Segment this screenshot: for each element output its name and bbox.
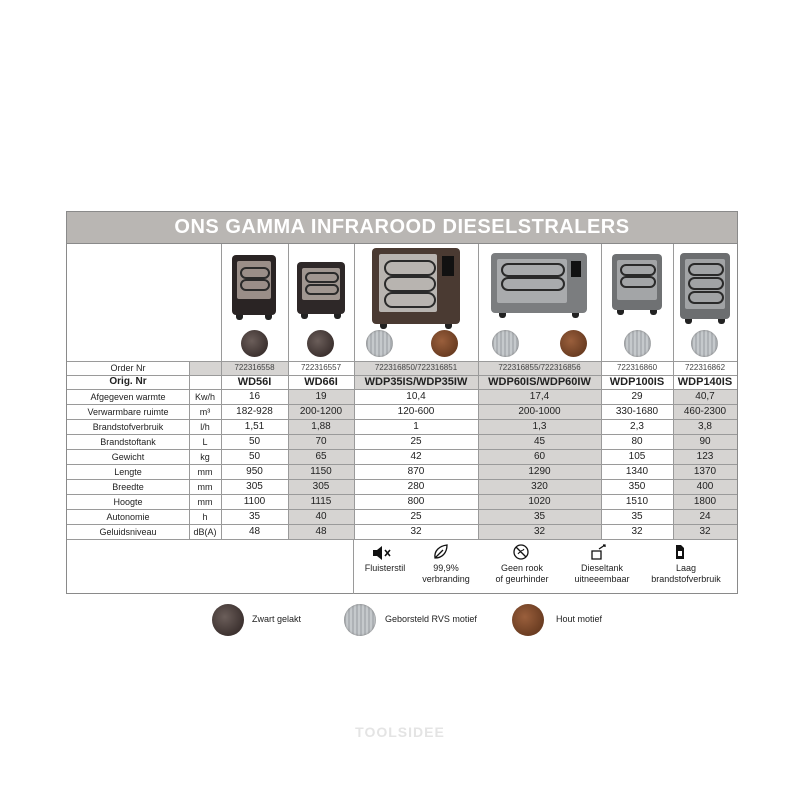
spec-label: Autonomie [106, 511, 150, 522]
spec-value: 25 [410, 510, 422, 522]
spec-unit: L [202, 436, 208, 447]
model-name: WD66I [304, 376, 338, 388]
spec-value: 350 [628, 480, 646, 492]
grid-line [67, 539, 737, 540]
finish-swatch-steel [691, 330, 718, 357]
spec-value: 1,3 [532, 420, 547, 432]
speaker-muted-icon [371, 544, 393, 562]
spec-value: 400 [696, 480, 714, 492]
spec-unit: mm [197, 496, 213, 507]
spec-value: 800 [407, 495, 425, 507]
spec-value: 182-928 [236, 405, 273, 417]
model-name: WDP60IS/WDP60IW [488, 376, 591, 388]
spec-label: Gewicht [111, 451, 145, 462]
spec-value: 1020 [528, 495, 551, 507]
model-name: WDP100IS [609, 376, 665, 388]
spec-label: Verwarmbare ruimte [87, 406, 169, 417]
feature-label-removable-tank: Dieseltank uitneeembaar [574, 563, 630, 584]
finish-swatch-wood [560, 330, 587, 357]
grid-line [353, 539, 354, 594]
model-name: WD56I [237, 376, 272, 388]
spec-value: 35 [631, 510, 643, 522]
spec-value: 305 [312, 480, 330, 492]
spec-value: 29 [631, 390, 643, 402]
spec-value: 2,3 [630, 420, 644, 432]
heater-image-wdp140 [680, 253, 730, 319]
spec-value: 1800 [693, 495, 717, 507]
spec-unit: mm [197, 466, 213, 477]
heater-image-wd56i [232, 255, 276, 315]
heater-image-wdp60 [491, 253, 587, 313]
legend-label-steel: Geborsteld RVS motief [385, 614, 477, 624]
spec-label: Breedte [112, 481, 144, 492]
spec-value: 32 [533, 525, 546, 537]
spec-value: 80 [631, 435, 643, 447]
spec-unit: l/h [200, 421, 210, 432]
spec-label: Brandstofverbruik [92, 421, 164, 432]
spec-value: 870 [407, 465, 425, 477]
spec-value: 305 [246, 480, 263, 492]
comparison-table [66, 211, 738, 594]
spec-unit: Kw/h [194, 391, 215, 402]
spec-value: 1100 [243, 495, 266, 507]
spec-value: 1340 [625, 465, 649, 477]
model-name: WDP140IS [677, 376, 733, 388]
feature-label-combustion: 99,9% verbranding [422, 563, 470, 584]
spec-value: 42 [410, 450, 422, 462]
spec-value: 32 [699, 525, 711, 537]
spec-unit: dB(A) [193, 526, 217, 537]
spec-value: 32 [631, 525, 643, 537]
spec-value: 60 [533, 450, 546, 462]
feature-label-no-smoke: Geen rook of geurhinder [495, 563, 549, 584]
finish-swatch-black [241, 330, 268, 357]
spec-label: Hoogte [113, 496, 143, 507]
legend-swatch-steel [344, 604, 376, 636]
spec-value: 1290 [528, 465, 551, 477]
order-number: 722316557 [300, 363, 342, 372]
feature-label-quiet: Fluisterstil [364, 563, 406, 573]
spec-value: 25 [410, 435, 422, 447]
legend-label-black: Zwart gelakt [252, 614, 302, 624]
spec-value: 3,8 [698, 420, 712, 432]
spec-label: Brandstoftank [100, 436, 156, 447]
spec-label: Lengte [114, 466, 142, 477]
finish-swatch-steel [366, 330, 393, 357]
spec-value: 1370 [693, 465, 717, 477]
spec-value: 120-600 [397, 405, 435, 417]
spec-value: 10,4 [406, 390, 426, 402]
order-number: 722316850/722316851 [374, 363, 458, 372]
spec-value: 65 [315, 450, 327, 462]
spec-value: 1510 [625, 495, 649, 507]
no-smoke-icon [510, 543, 532, 561]
spec-value: 24 [699, 510, 711, 522]
spec-value: 40,7 [695, 390, 715, 402]
feature-label-low-consumption: Laag brandstofverbruik [651, 563, 721, 584]
spec-label: Afgegeven warmte [90, 391, 166, 402]
spec-value: 19 [315, 390, 327, 402]
spec-value: 460-2300 [683, 405, 727, 417]
spec-value: 1150 [310, 465, 332, 477]
spec-value: 330-1680 [615, 405, 659, 417]
spec-value: 32 [410, 525, 422, 537]
spec-value: 1 [413, 420, 419, 432]
model-name: WDP35IS/WDP35IW [364, 376, 468, 388]
leaf-icon [430, 543, 452, 561]
spec-value: 70 [315, 435, 327, 447]
spec-value: 950 [246, 465, 263, 477]
spec-value: 45 [533, 435, 546, 447]
spec-label: Geluidsniveau [99, 526, 157, 537]
spec-value: 35 [248, 510, 261, 522]
spec-value: 17,4 [529, 390, 550, 402]
order-number: 722316855/722316856 [498, 363, 581, 372]
spec-value: 280 [407, 480, 425, 492]
spec-value: 40 [315, 510, 327, 522]
spec-value: 16 [248, 390, 261, 402]
spec-value: 200-1200 [299, 405, 343, 417]
spec-value: 90 [699, 435, 711, 447]
spec-value: 1,51 [244, 420, 265, 432]
tank-remove-icon [589, 543, 611, 561]
order-number: 722316860 [616, 363, 658, 372]
finish-swatch-steel [492, 330, 519, 357]
watermark: TOOLSIDEE [355, 724, 445, 740]
order-number: 722316558 [234, 363, 275, 372]
spec-unit: m³ [199, 406, 211, 417]
heater-image-wd66i [297, 262, 345, 314]
heater-image-wdp35 [372, 248, 460, 324]
fuel-can-icon [670, 542, 692, 560]
finish-swatch-wood [431, 330, 458, 357]
table-title: ONS GAMMA INFRAROOD DIESELSTRALERS [67, 212, 737, 244]
order-nr-label: Order Nr [110, 363, 146, 373]
spec-unit: kg [200, 451, 210, 462]
spec-value: 48 [248, 525, 261, 537]
spec-value: 48 [315, 525, 327, 537]
spec-value: 105 [628, 450, 646, 462]
spec-value: 123 [696, 450, 714, 462]
spec-value: 200-1000 [518, 405, 561, 417]
spec-unit: mm [197, 481, 213, 492]
spec-value: 50 [248, 450, 261, 462]
spec-value: 35 [533, 510, 546, 522]
finish-swatch-black [307, 330, 334, 357]
spec-unit: h [202, 511, 208, 522]
legend-swatch-wood [512, 604, 544, 636]
spec-value: 1,88 [311, 420, 331, 432]
orig-nr-label: Orig. Nr [109, 376, 147, 387]
order-number: 722316862 [684, 363, 726, 372]
spec-value: 320 [531, 480, 548, 492]
finish-swatch-steel [624, 330, 651, 357]
spec-value: 1115 [310, 495, 332, 507]
legend-swatch-black [212, 604, 244, 636]
legend-label-wood: Hout motief [556, 614, 603, 624]
heater-image-wdp100 [612, 254, 662, 310]
spec-value: 50 [248, 435, 261, 447]
